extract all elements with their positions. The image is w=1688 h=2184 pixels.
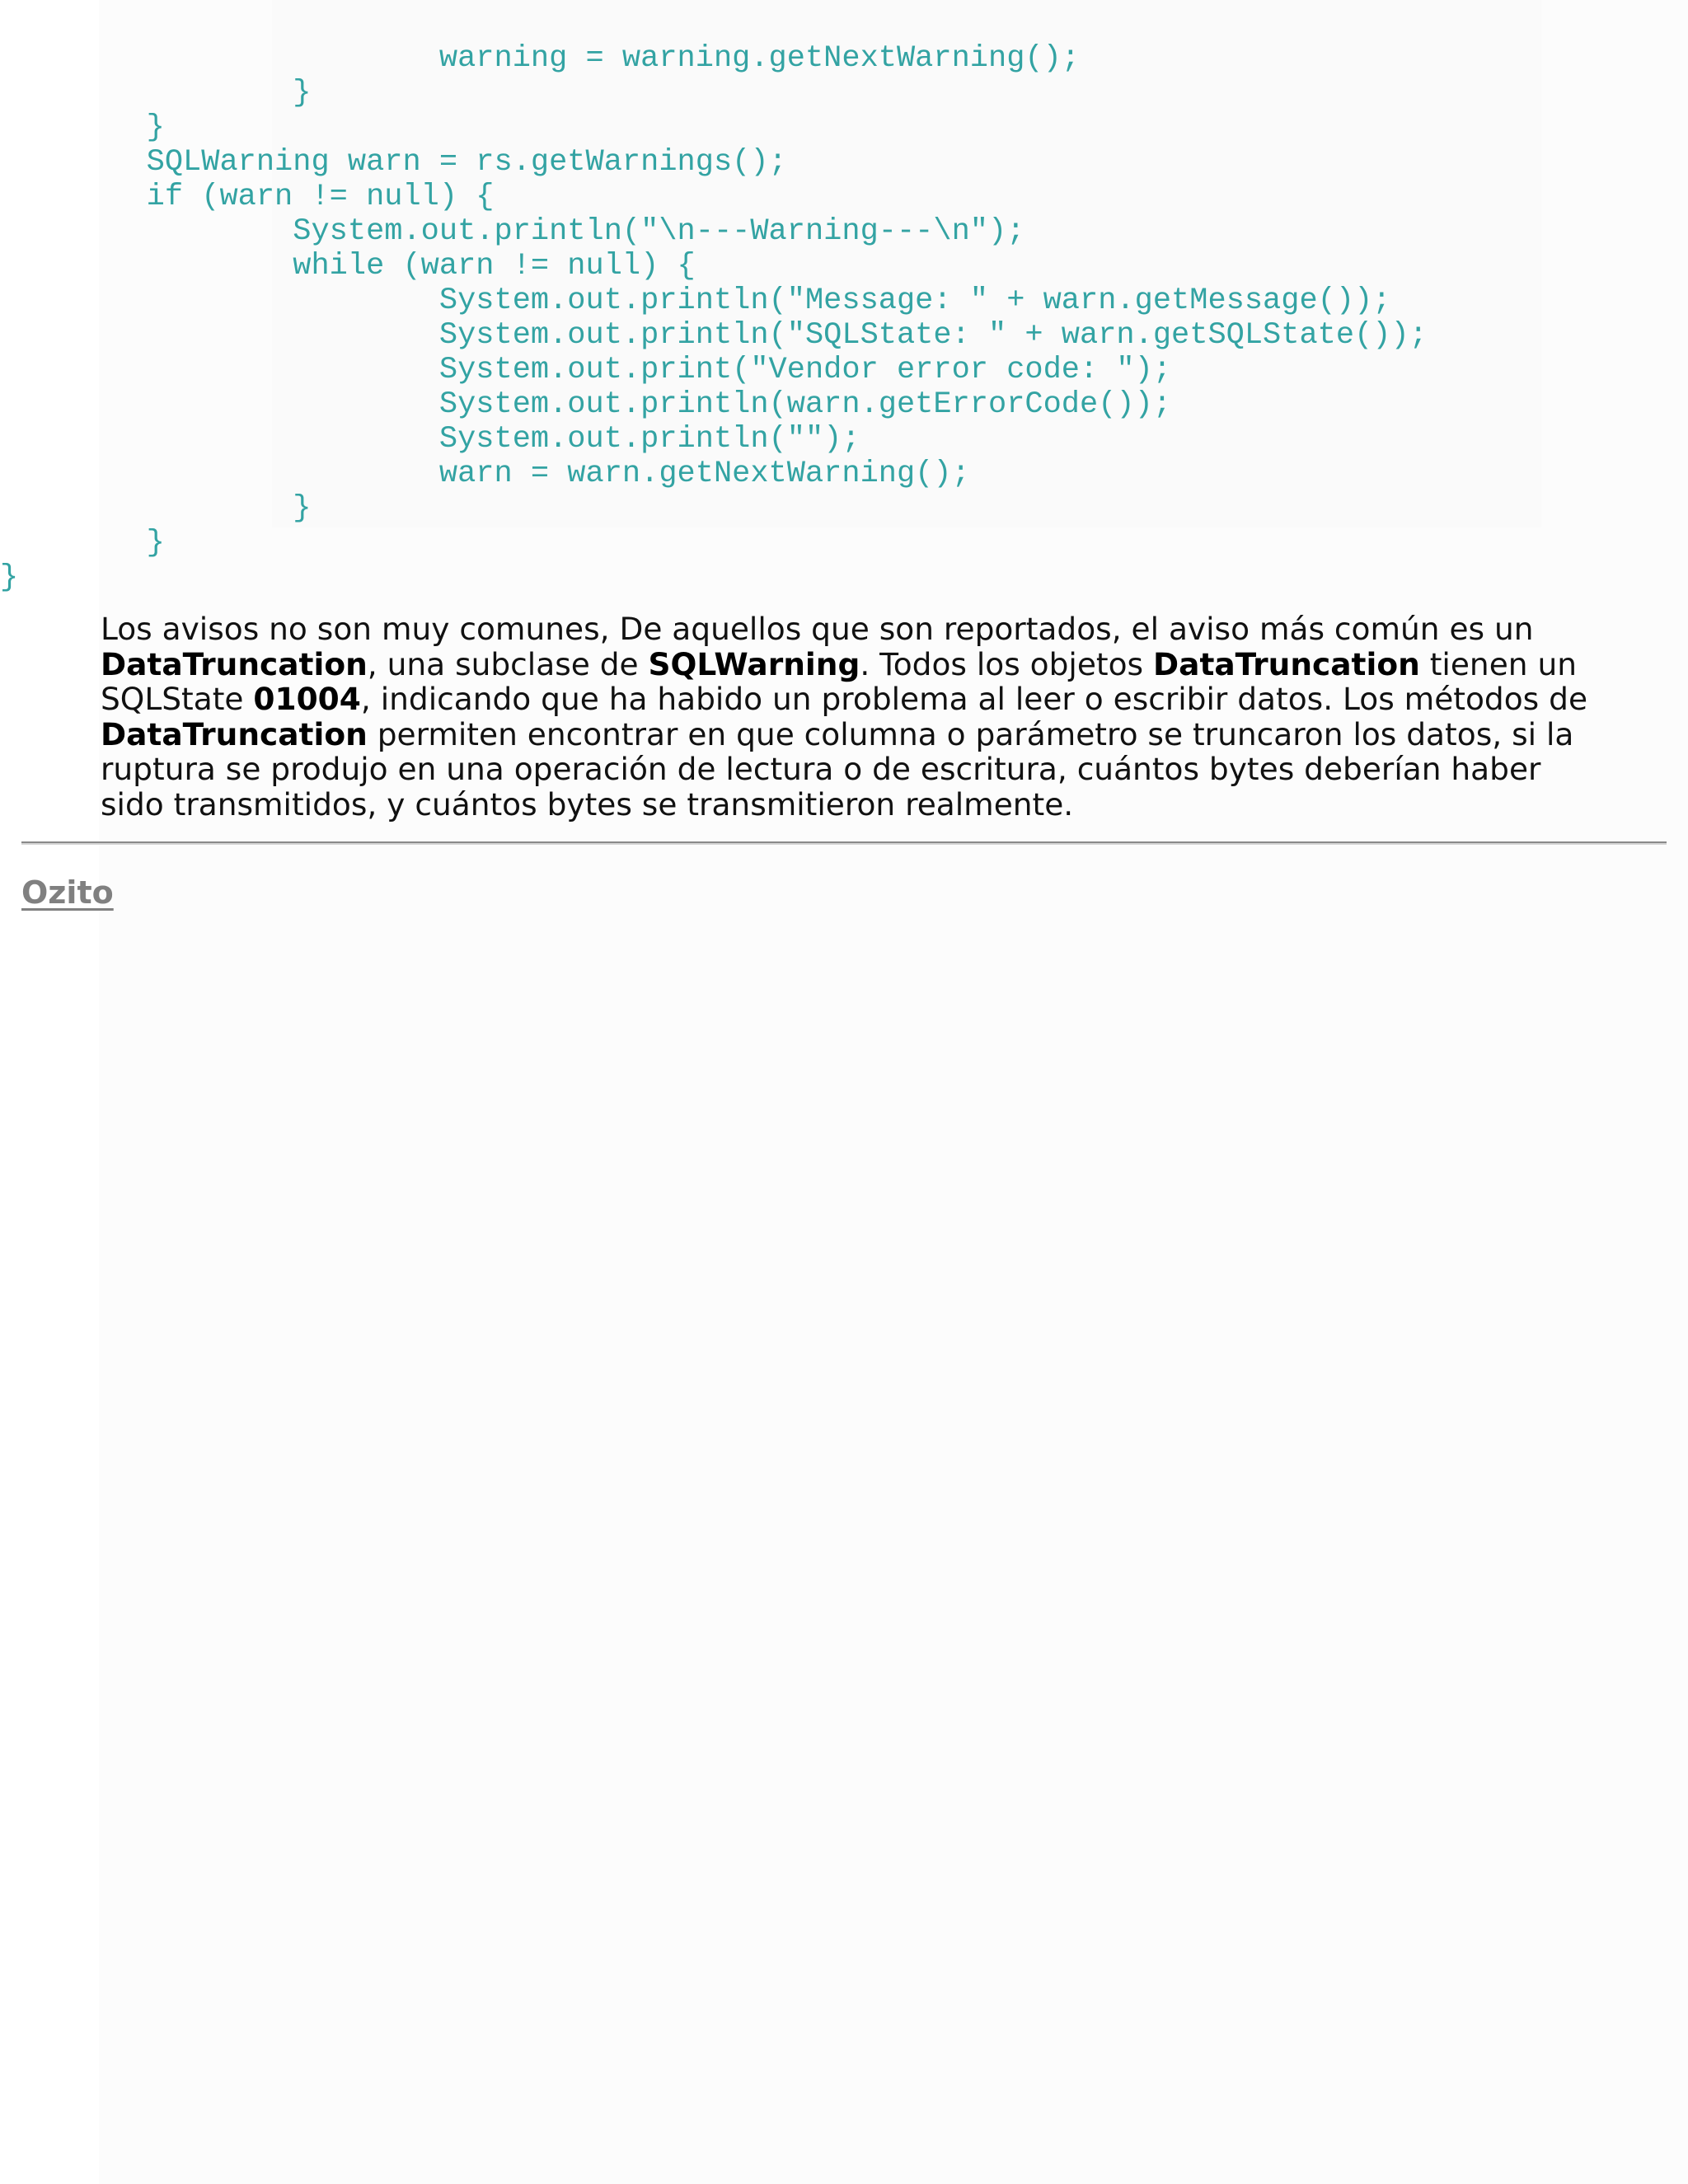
code-line: System.out.println("Message: " + warn.getMessage()); [0, 284, 1391, 318]
sqlstate-code: 01004 [253, 681, 361, 717]
code-line: System.out.print("Vendor error code: "); [0, 353, 1172, 387]
code-line: System.out.println("SQLState: " + warn.getSQLState()); [0, 318, 1428, 353]
code-line: } [0, 526, 165, 560]
paragraph-text: tienen un SQLState [101, 645, 1577, 717]
paragraph-text: , una subclase de [367, 645, 649, 682]
code-line: System.out.println("\n---Warning---\n"); [0, 214, 1025, 249]
code-line: } [0, 76, 312, 110]
class-name-datatruncation: DataTruncation [101, 715, 368, 752]
class-name-sqlwarning: SQLWarning [648, 645, 860, 682]
ozito-link[interactable]: Ozito [21, 874, 114, 911]
code-line: } [0, 110, 165, 145]
code-line: System.out.println(""); [0, 422, 860, 457]
code-line: } [0, 560, 19, 595]
paragraph-text: Los avisos no son muy comunes, De aquellos que son reportados, el aviso más común es un [101, 611, 1534, 647]
code-line: warning = warning.getNextWarning(); [0, 41, 1081, 76]
code-line: while (warn != null) { [0, 249, 696, 284]
class-name-datatruncation: DataTruncation [1153, 645, 1420, 682]
horizontal-divider [21, 841, 1667, 845]
body-paragraph [101, 612, 1601, 822]
code-line: SQLWarning warn = rs.getWarnings(); [0, 145, 787, 180]
code-line: System.out.println(warn.getErrorCode()); [0, 387, 1172, 422]
code-line: warn = warn.getNextWarning(); [0, 457, 970, 491]
code-line: if (warn != null) { [0, 180, 495, 214]
class-name-datatruncation: DataTruncation [101, 645, 368, 682]
paragraph-text: permiten encontrar en que columna o parámetro se truncaron los datos, si la ruptura se produjo en una operación de lectura o de escritura, cuántos bytes deberían haber sido transmitidos, y cuántos bytes se transmitieron realmente. [101, 715, 1574, 823]
paragraph-text: , indicando que ha habido un problema al leer o escribir datos. Los métodos de [360, 681, 1588, 717]
paragraph-text: . Todos los objetos [860, 645, 1154, 682]
code-line: } [0, 491, 312, 526]
